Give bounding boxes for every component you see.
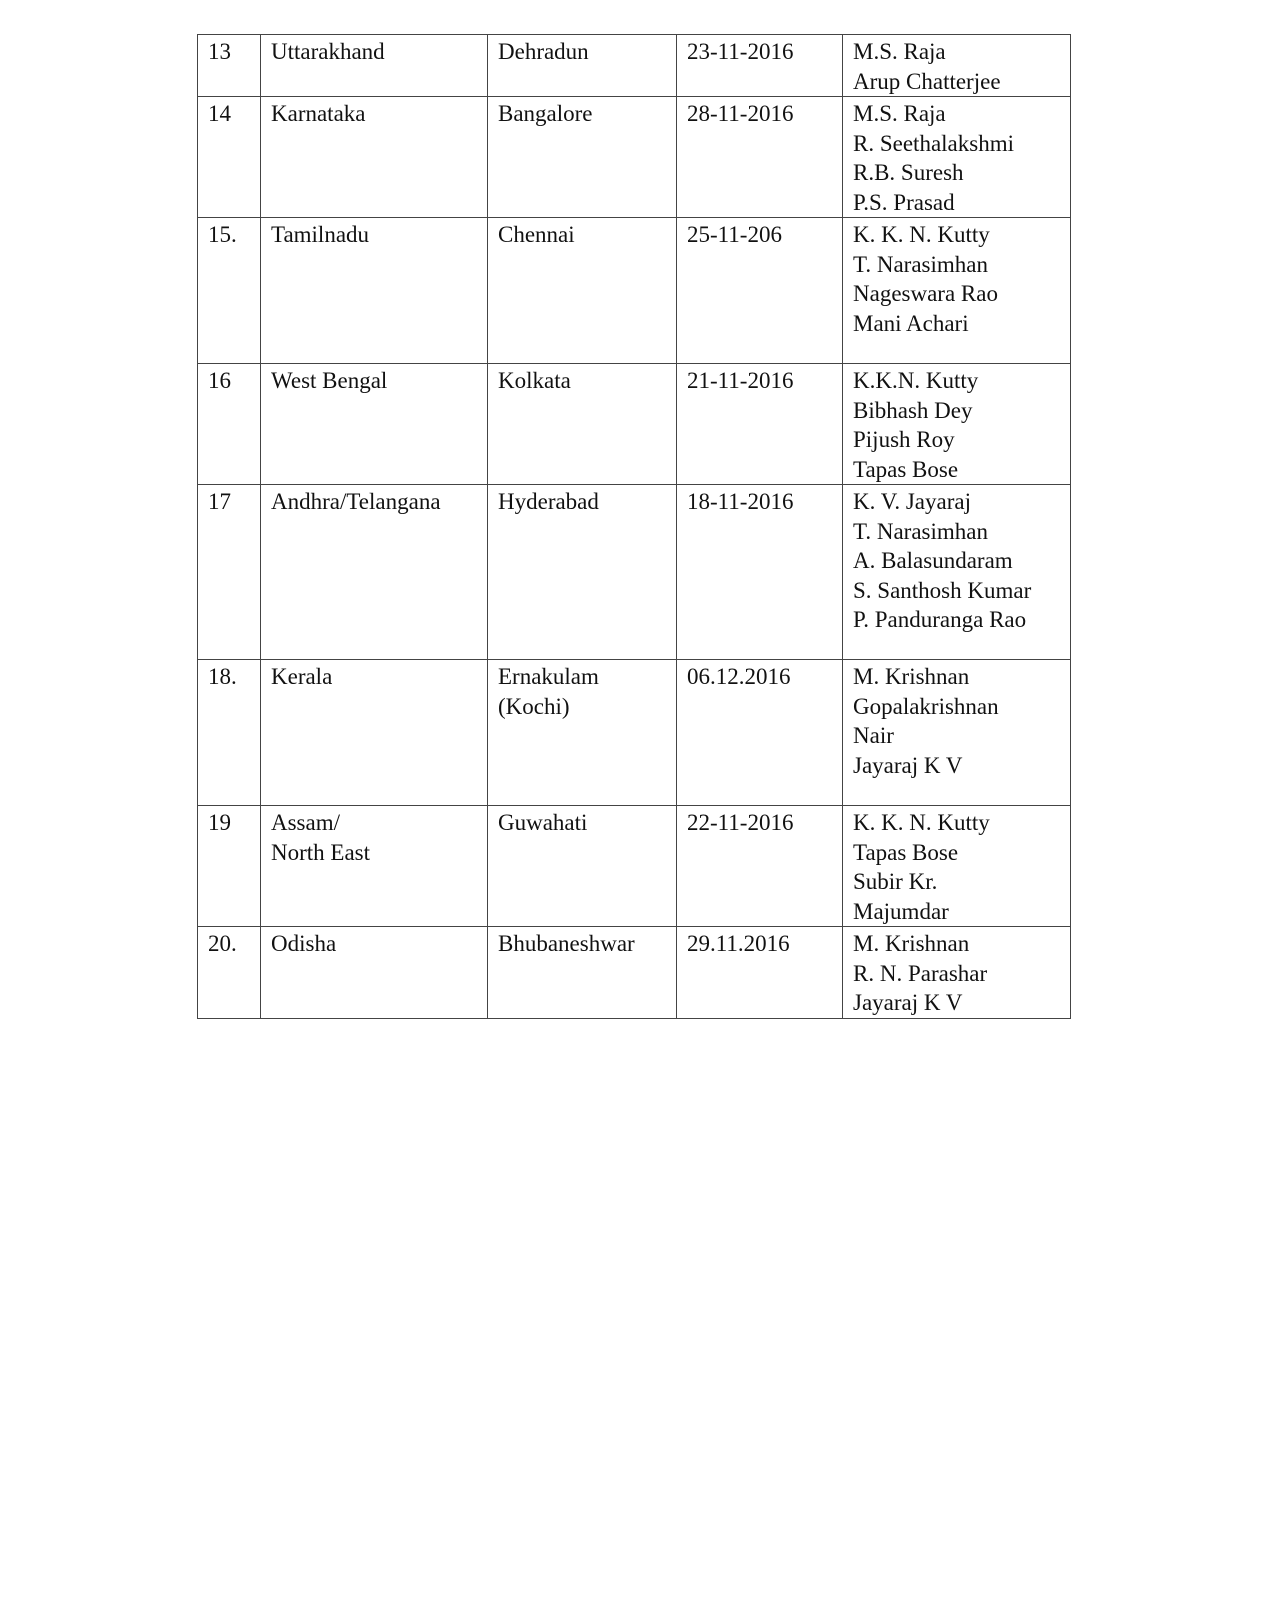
person-name: Gopalakrishnan bbox=[853, 693, 999, 719]
serial-number-text: 14 bbox=[208, 101, 231, 126]
person-name: Subir Kr. bbox=[853, 869, 938, 894]
person-name: R. Seethalakshmi bbox=[853, 130, 1014, 156]
table-row bbox=[198, 364, 1071, 485]
table-row bbox=[198, 485, 1071, 660]
names-cell bbox=[843, 485, 1071, 660]
state-text: Kerala bbox=[271, 664, 333, 689]
serial-number-text: 20. bbox=[208, 931, 237, 956]
person-name: M. Krishnan bbox=[853, 664, 970, 689]
date-text: 25-11-206 bbox=[687, 222, 782, 247]
person-name: R. N. Parashar bbox=[853, 960, 988, 986]
city-text: Chennai bbox=[498, 222, 575, 247]
person-name: Nair bbox=[853, 723, 894, 748]
date-text: 06.12.2016 bbox=[687, 664, 791, 689]
table-row bbox=[198, 927, 1071, 1019]
state-text: Tamilnadu bbox=[271, 222, 370, 247]
names-list bbox=[853, 220, 1060, 338]
names-cell bbox=[843, 218, 1071, 364]
date-cell bbox=[677, 927, 843, 1019]
serial-number-cell bbox=[198, 218, 261, 364]
person-name: Bibhash Dey bbox=[853, 397, 973, 423]
table-row bbox=[198, 97, 1071, 218]
city-text: Bangalore bbox=[498, 101, 593, 126]
names-cell bbox=[843, 97, 1071, 218]
city-cell bbox=[488, 806, 677, 927]
person-name: K.K.N. Kutty bbox=[853, 368, 979, 393]
city-text: Guwahati bbox=[498, 810, 588, 835]
state-cell bbox=[261, 364, 488, 485]
serial-number-text: 17 bbox=[208, 489, 231, 514]
date-text: 29.11.2016 bbox=[687, 931, 790, 956]
table-row bbox=[198, 218, 1071, 364]
table-row bbox=[198, 806, 1071, 927]
date-text: 18-11-2016 bbox=[687, 489, 794, 514]
city-text: Dehradun bbox=[498, 39, 589, 64]
names-cell bbox=[843, 806, 1071, 927]
person-name: T. Narasimhan bbox=[853, 518, 988, 544]
city-text: Kolkata bbox=[498, 368, 571, 393]
person-name: Nageswara Rao bbox=[853, 281, 998, 306]
date-cell bbox=[677, 35, 843, 97]
person-name: S. Santhosh Kumar bbox=[853, 577, 1032, 603]
person-name: Tapas Bose bbox=[853, 839, 959, 865]
person-name: K. K. N. Kutty bbox=[853, 222, 990, 247]
city-cell bbox=[488, 364, 677, 485]
state-text: Karnataka bbox=[271, 101, 366, 126]
state-cell bbox=[261, 35, 488, 97]
person-name: Jayaraj K V bbox=[853, 990, 963, 1015]
date-cell bbox=[677, 218, 843, 364]
person-name: M.S. Raja bbox=[853, 101, 946, 126]
serial-number-text: 16 bbox=[208, 368, 231, 393]
city-text: Bhubaneshwar bbox=[498, 931, 635, 956]
person-name: Jayaraj K V bbox=[853, 752, 963, 778]
date-cell bbox=[677, 485, 843, 660]
state-cell bbox=[261, 660, 488, 806]
names-cell bbox=[843, 927, 1071, 1019]
serial-number-cell bbox=[198, 806, 261, 927]
city-text: Ernakulam (Kochi) bbox=[498, 664, 599, 719]
person-name: K. K. N. Kutty bbox=[853, 810, 990, 835]
state-cell bbox=[261, 806, 488, 927]
names-cell bbox=[843, 35, 1071, 97]
names-list bbox=[853, 808, 1060, 926]
date-text: 28-11-2016 bbox=[687, 101, 794, 126]
person-name: Pijush Roy bbox=[853, 427, 955, 452]
names-list bbox=[853, 487, 1060, 635]
serial-number-text: 19 bbox=[208, 810, 231, 835]
table-row bbox=[198, 35, 1071, 97]
serial-number-text: 13 bbox=[208, 39, 231, 64]
names-list bbox=[853, 99, 1060, 217]
date-cell bbox=[677, 660, 843, 806]
names-list bbox=[853, 37, 1060, 96]
city-cell bbox=[488, 927, 677, 1019]
date-cell bbox=[677, 364, 843, 485]
city-cell bbox=[488, 218, 677, 364]
person-name: P. Panduranga Rao bbox=[853, 607, 1027, 632]
serial-number-cell bbox=[198, 35, 261, 97]
person-name: Mani Achari bbox=[853, 310, 969, 336]
city-cell bbox=[488, 485, 677, 660]
schedule-table bbox=[197, 34, 1071, 1019]
serial-number-cell bbox=[198, 97, 261, 218]
person-name: M.S. Raja bbox=[853, 39, 946, 64]
state-text: Assam/ North East bbox=[271, 810, 371, 865]
serial-number-cell bbox=[198, 660, 261, 806]
city-cell bbox=[488, 660, 677, 806]
person-name: M. Krishnan bbox=[853, 931, 970, 956]
state-text: Uttarakhand bbox=[271, 39, 385, 64]
state-cell bbox=[261, 485, 488, 660]
schedule-table-body bbox=[198, 35, 1071, 1019]
names-cell bbox=[843, 364, 1071, 485]
state-text: West Bengal bbox=[271, 368, 388, 393]
serial-number-cell bbox=[198, 485, 261, 660]
date-cell bbox=[677, 806, 843, 927]
serial-number-text: 15. bbox=[208, 222, 237, 247]
date-text: 22-11-2016 bbox=[687, 810, 794, 835]
state-cell bbox=[261, 927, 488, 1019]
city-text: Hyderabad bbox=[498, 489, 599, 514]
serial-number-cell bbox=[198, 364, 261, 485]
names-list bbox=[853, 366, 1060, 484]
city-cell bbox=[488, 35, 677, 97]
date-cell bbox=[677, 97, 843, 218]
person-name: Arup Chatterjee bbox=[853, 68, 1001, 94]
names-list bbox=[853, 662, 1060, 780]
state-cell bbox=[261, 218, 488, 364]
person-name: T. Narasimhan bbox=[853, 251, 988, 277]
state-text: Odisha bbox=[271, 931, 337, 956]
person-name: R.B. Suresh bbox=[853, 160, 964, 185]
person-name: P.S. Prasad bbox=[853, 189, 955, 215]
names-cell bbox=[843, 660, 1071, 806]
serial-number-text: 18. bbox=[208, 664, 237, 689]
date-text: 21-11-2016 bbox=[687, 368, 794, 393]
table-row bbox=[198, 660, 1071, 806]
state-cell bbox=[261, 97, 488, 218]
city-cell bbox=[488, 97, 677, 218]
person-name: A. Balasundaram bbox=[853, 548, 1013, 573]
person-name: Majumdar bbox=[853, 898, 949, 924]
person-name: K. V. Jayaraj bbox=[853, 489, 971, 514]
date-text: 23-11-2016 bbox=[687, 39, 794, 64]
serial-number-cell bbox=[198, 927, 261, 1019]
person-name: Tapas Bose bbox=[853, 456, 959, 482]
names-list bbox=[853, 929, 1060, 1018]
state-text: Andhra/Telangana bbox=[271, 489, 441, 514]
